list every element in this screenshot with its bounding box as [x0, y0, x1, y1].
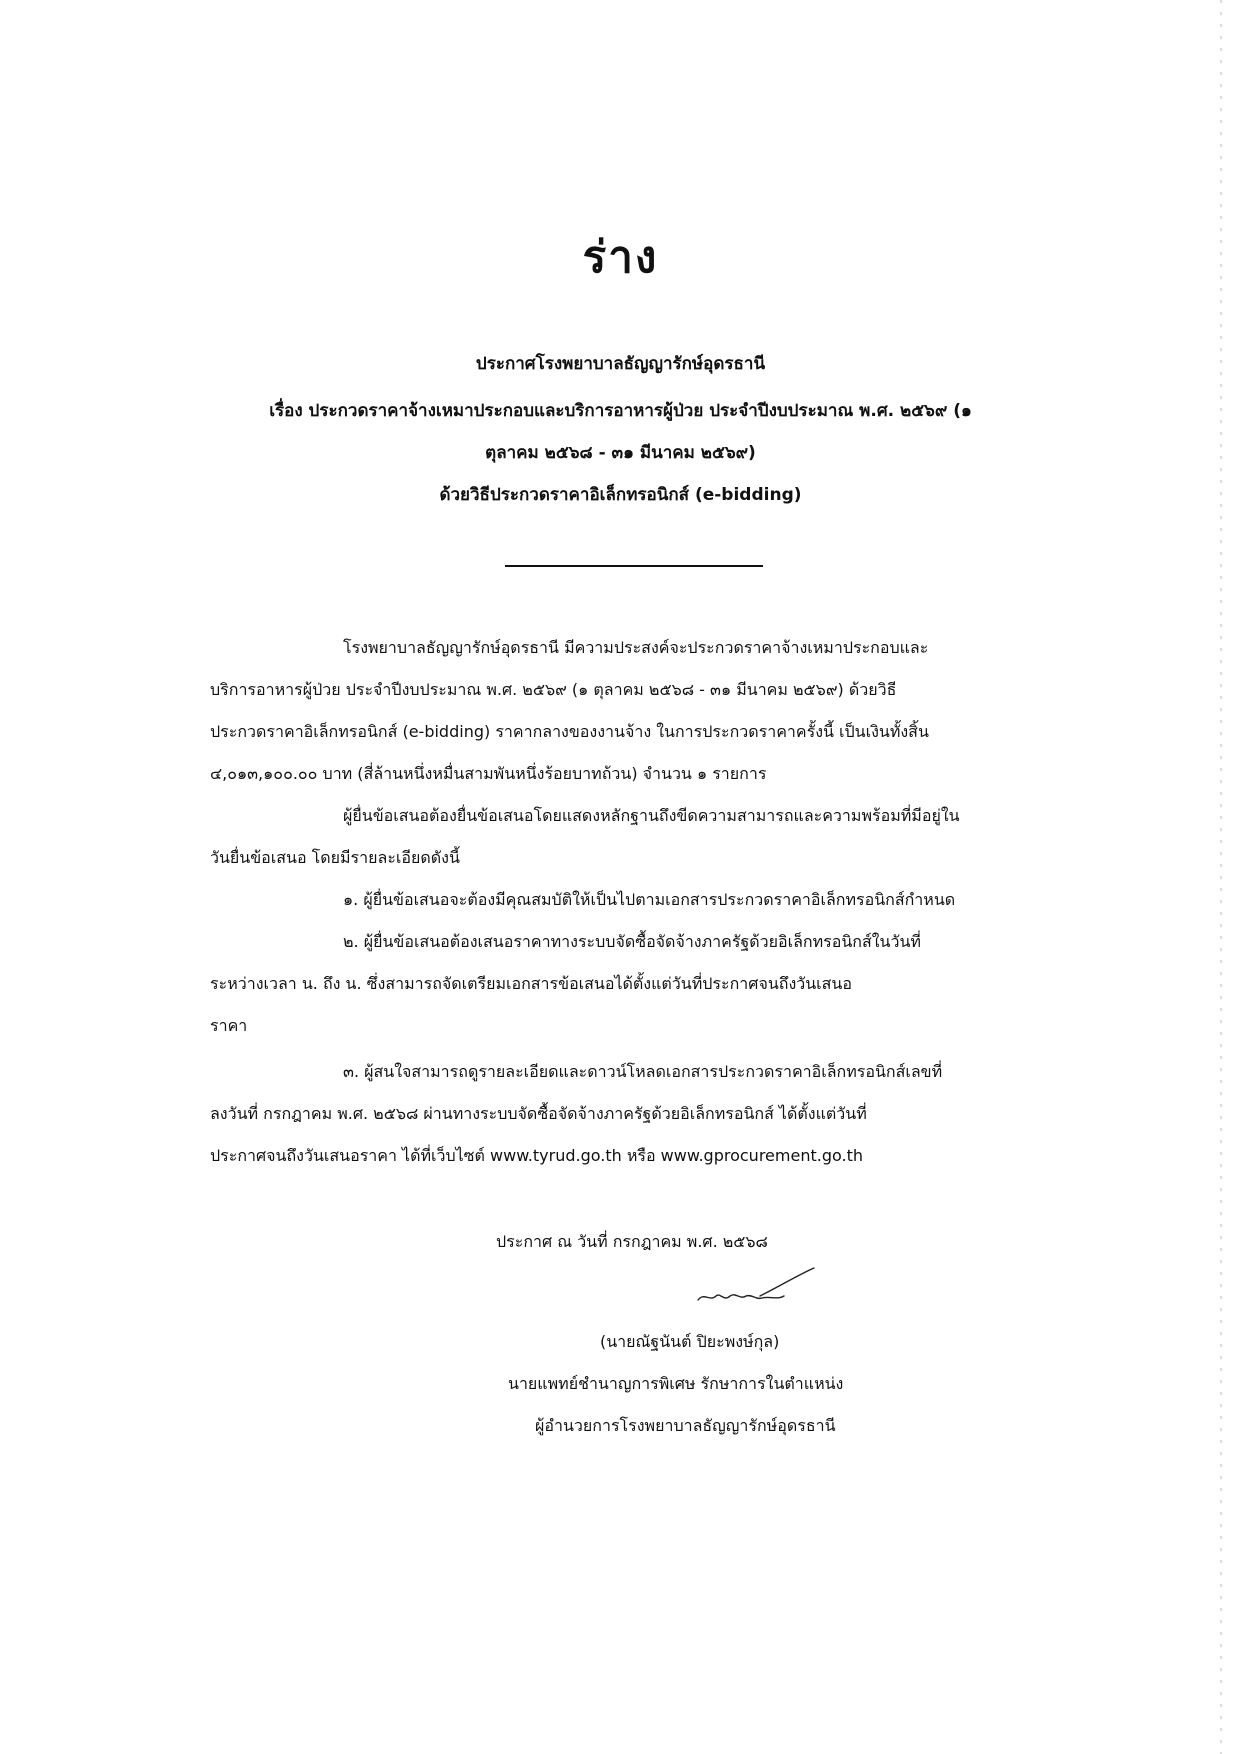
handwritten-signature: [690, 1266, 820, 1316]
list-item-2-line-1: ๒. ผู้ยื่นข้อเสนอต้องเสนอราคาทางระบบจัดซื้อจัดจ้างภาครัฐด้วยอิเล็กทรอนิกส์ในวันที่: [343, 932, 921, 951]
scan-edge-marks: [1219, 0, 1223, 1754]
list-item-3-line-1: ๓. ผู้สนใจสามารถดูรายละเอียดและดาวน์โหลดเอกสารประกวดราคาอิเล็กทรอนิกส์เลขที่: [343, 1062, 943, 1081]
paragraph-1-line-3: ประกวดราคาอิเล็กทรอนิกส์ (e-bidding) ราคากลางของงานจ้าง ในการประกวดราคาครั้งนี้ เป็นเงินทั้งสิ้น: [210, 722, 929, 741]
signer-name: (นายณัฐนันต์ ปิยะพงษ์กุล): [600, 1332, 780, 1351]
signer-position-2: ผู้อำนวยการโรงพยาบาลธัญญารักษ์อุดรธานี: [535, 1416, 836, 1435]
draft-watermark-label: ร่าง: [582, 232, 659, 283]
list-item-2-line-2: ระหว่างเวลา น. ถึง น. ซึ่งสามารถจัดเตรียมเอกสารข้อเสนอได้ตั้งแต่วันที่ประกาศจนถึงวันเสนอ: [210, 974, 852, 993]
subject-method: ด้วยวิธีประกวดราคาอิเล็กทรอนิกส์ (e-bidding): [439, 485, 802, 505]
paragraph-1-line-2: บริการอาหารผู้ป่วย ประจำปีงบประมาณ พ.ศ. ๒๕๖๙ (๑ ตุลาคม ๒๕๖๘ - ๓๑ มีนาคม ๒๕๖๙) ด้วยวิธี: [210, 680, 897, 699]
announce-date: ประกาศ ณ วันที่ กรกฎาคม พ.ศ. ๒๕๖๘: [496, 1232, 768, 1251]
title-divider: [505, 565, 763, 567]
subject-line: เรื่อง ประกวดราคาจ้างเหมาประกอบและบริการอาหารผู้ป่วย ประจำปีงบประมาณ พ.ศ. ๒๕๖๙ (๑: [269, 401, 972, 421]
announcement-title: ประกาศโรงพยาบาลธัญญารักษ์อุดรธานี: [475, 354, 766, 374]
paragraph-2-line-1: ผู้ยื่นข้อเสนอต้องยื่นข้อเสนอโดยแสดงหลักฐานถึงขีดความสามารถและความพร้อมที่มีอยู่ใน: [343, 806, 960, 825]
signer-position-1: นายแพทย์ชำนาญการพิเศษ รักษาการในตำแหน่ง: [508, 1374, 844, 1393]
subject-period: ตุลาคม ๒๕๖๘ - ๓๑ มีนาคม ๒๕๖๙): [485, 443, 756, 463]
paragraph-1-line-1: โรงพยาบาลธัญญารักษ์อุดรธานี มีความประสงค์จะประกวดราคาจ้างเหมาประกอบและ: [343, 638, 929, 657]
list-item-2-line-3: ราคา: [210, 1016, 248, 1035]
list-item-1: ๑. ผู้ยื่นข้อเสนอจะต้องมีคุณสมบัติให้เป็นไปตามเอกสารประกวดราคาอิเล็กทรอนิกส์กำหนด: [343, 890, 956, 909]
list-item-3-line-2: ลงวันที่ กรกฎาคม พ.ศ. ๒๕๖๘ ผ่านทางระบบจัดซื้อจัดจ้างภาครัฐด้วยอิเล็กทรอนิกส์ ได้ตั้งแต่วันที่: [210, 1104, 867, 1123]
paragraph-2-line-2: วันยื่นข้อเสนอ โดยมีรายละเอียดดังนี้: [210, 848, 460, 867]
paragraph-1-line-4: ๔,๐๑๓,๑๐๐.๐๐ บาท (สี่ล้านหนึ่งหมื่นสามพันหนึ่งร้อยบาทถ้วน) จำนวน ๑ รายการ: [210, 764, 767, 783]
list-item-3-line-3: ประกาศจนถึงวันเสนอราคา ได้ที่เว็บไซต์ www.tyrud.go.th หรือ www.gprocurement.go.th: [210, 1146, 863, 1165]
